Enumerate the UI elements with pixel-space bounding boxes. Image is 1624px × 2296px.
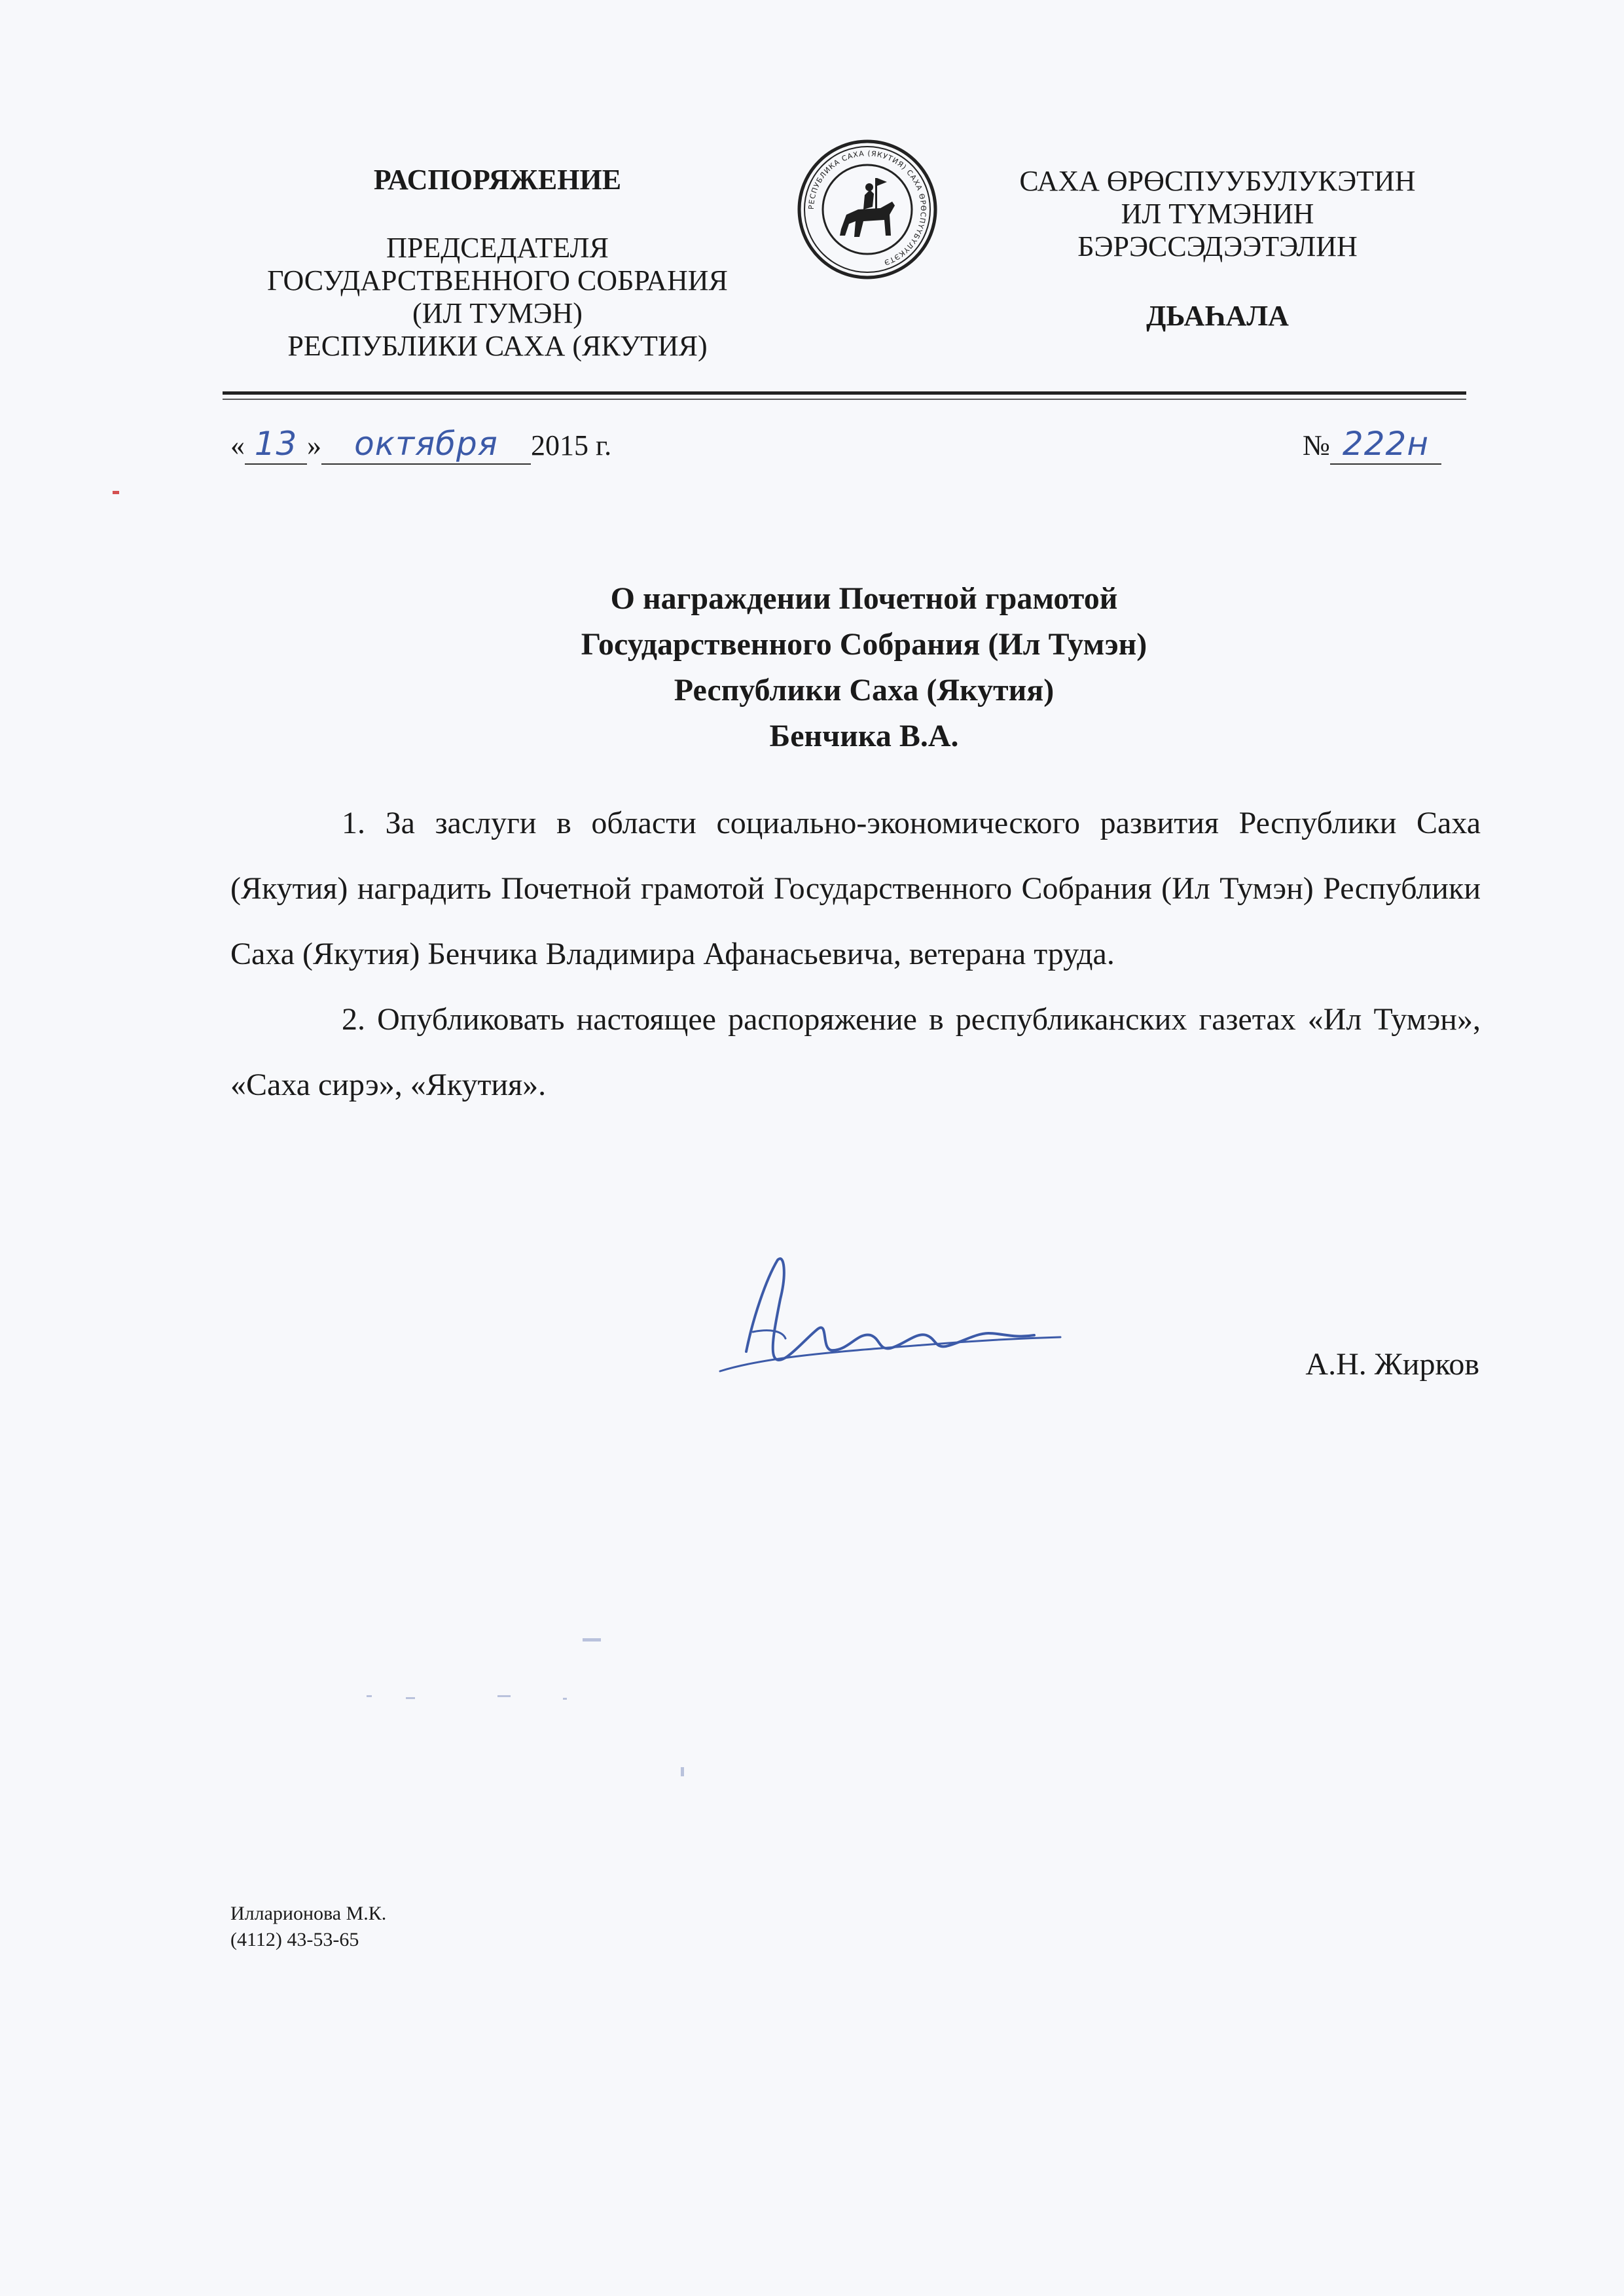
executor-phone: (4112) 43-53-65 <box>230 1929 359 1950</box>
date-open-quote: « <box>230 429 245 461</box>
date-line <box>230 424 611 465</box>
title-line: Государственного Собрания (Ил Тумэн) <box>581 627 1147 662</box>
number-line <box>1303 424 1441 465</box>
document-number-handwritten: 222н <box>1330 424 1441 465</box>
emblem-inscription: РЕСПУБЛИКА САХА (ЯКУТИЯ) САХА ӨРӨСПҮҮБҮЛҮКЭТЭ <box>806 149 928 267</box>
rider-figure <box>840 178 895 237</box>
header-right-line: БЭРЭССЭДЭЭТЭЛИН <box>1077 230 1358 262</box>
header-right-title: ДЬАҺАЛА <box>1146 300 1289 332</box>
scan-speck <box>583 1638 601 1641</box>
body-paragraph: 2. Опубликовать настоящее распоряжение в республиканских газетах «Ил Тумэн», «Саха сирэ», «Якутия». <box>230 1002 1481 1102</box>
scan-speck <box>563 1698 567 1700</box>
header-rule-thin <box>223 399 1466 400</box>
header-left-title: РАСПОРЯЖЕНИЕ <box>373 164 622 196</box>
title-line: Бенчика В.А. <box>769 719 959 753</box>
scan-speck <box>406 1697 415 1699</box>
executor-name: Илларионова М.К. <box>230 1903 387 1924</box>
header-left-line: РЕСПУБЛИКИ САХА (ЯКУТИЯ) <box>287 330 708 362</box>
date-month-handwritten: октября <box>321 424 531 465</box>
executor-block <box>230 1901 386 1953</box>
header-left-line: (ИЛ ТУМЭН) <box>412 297 583 329</box>
body-paragraph: 1. За заслуги в области социально-экономического развития Республики Саха (Якутия) наградить Почетной грамотой Государственного Собрания (Ил Тумэн) Республики Саха (Якутия) Бенчика Владимира Афанасьевича, ветерана труда. <box>230 806 1481 971</box>
coat-of-arms-emblem <box>795 137 939 281</box>
header-right-line: ИЛ ТҮМЭНИН <box>1121 198 1314 230</box>
header-right-block <box>975 165 1460 332</box>
margin-mark <box>113 491 119 494</box>
date-day-handwritten: 13 <box>245 424 307 465</box>
handwritten-signature <box>707 1240 1100 1410</box>
header-right-line: САХА ӨРӨСПУУБУЛУКЭТИН <box>1019 165 1416 197</box>
scan-speck <box>497 1695 511 1697</box>
number-sign: № <box>1303 429 1330 461</box>
document-title <box>223 576 1506 759</box>
signer-name: А.Н. Жирков <box>1305 1347 1479 1382</box>
title-line: О награждении Почетной грамотой <box>610 581 1118 616</box>
header-left-line: ПРЕДСЕДАТЕЛЯ <box>386 232 609 264</box>
header-rule-thick <box>223 391 1466 395</box>
date-year: 2015 г. <box>531 429 612 461</box>
header-left-line: ГОСУДАРСТВЕННОГО СОБРАНИЯ <box>267 264 728 296</box>
date-close-quote: » <box>307 429 321 461</box>
title-line: Республики Саха (Якутия) <box>674 673 1055 708</box>
document-body <box>230 791 1481 1118</box>
header-left-block <box>223 164 772 363</box>
scan-speck <box>681 1767 684 1776</box>
scan-speck <box>367 1695 372 1697</box>
